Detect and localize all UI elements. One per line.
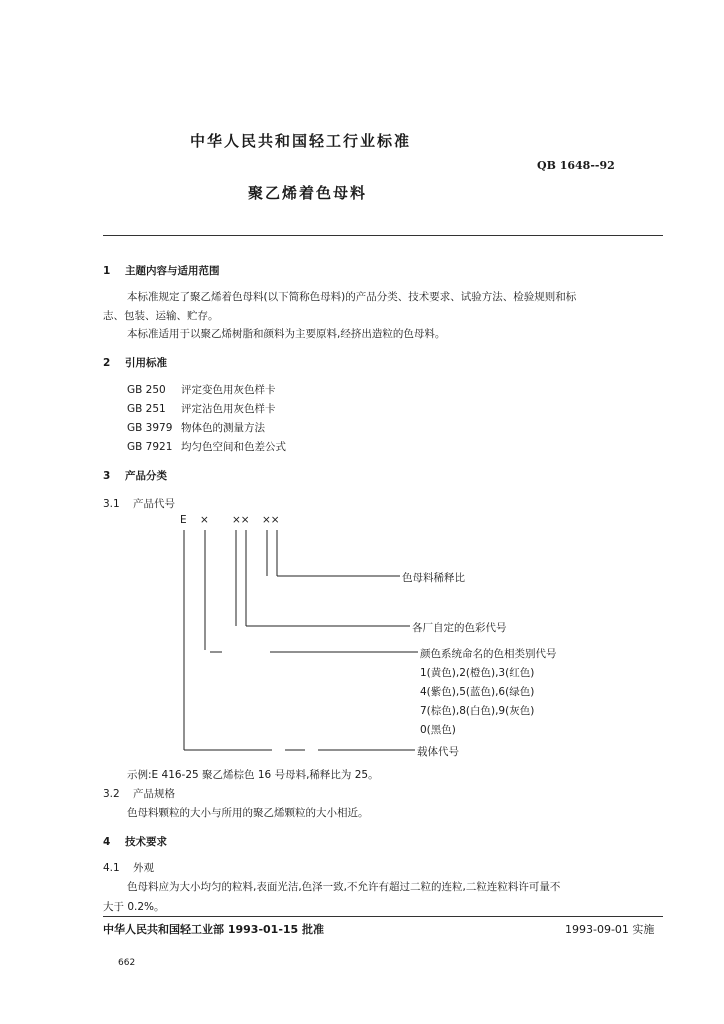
section-4-heading — [103, 834, 167, 849]
code-part-color: ×× — [232, 514, 250, 526]
subsection-4-1-line-2: 大于 0.2%。 — [103, 901, 165, 913]
section-4-number: 4 — [103, 836, 111, 848]
reference-title: 物体色的测量方法 — [181, 422, 265, 434]
issuing-organization: 中华人民共和国轻工行业标准 — [190, 132, 412, 150]
reference-item — [127, 439, 286, 454]
reference-title: 评定变色用灰色样卡 — [181, 384, 276, 396]
section-1-number: 1 — [103, 265, 111, 277]
implementation-date: 1993-09-01 实施 — [565, 923, 655, 936]
standard-code-text: QB 1648--92 — [537, 159, 615, 172]
subsection-3-1-heading — [103, 496, 175, 511]
section-1-title: 主题内容与适用范围 — [125, 265, 220, 277]
code-part-dilution: ×× — [262, 514, 280, 526]
subsection-4-1-number: 4.1 — [103, 862, 120, 874]
reference-code: GB 250 — [127, 384, 166, 396]
reference-code: GB 7921 — [127, 441, 173, 453]
reference-title: 评定沾色用灰色样卡 — [181, 403, 276, 415]
label-dilution-ratio: 色母料稀释比 — [402, 572, 465, 584]
reference-code: GB 3979 — [127, 422, 173, 434]
subsection-3-1-number: 3.1 — [103, 498, 120, 510]
document-title: 聚乙烯着色母料 — [248, 184, 368, 202]
hue-line: 7(棕色),8(白色),9(灰色) — [420, 705, 535, 717]
product-code-example: 示例:E 416-25 聚乙烯棕色 16 号母料,稀释比为 25。 — [127, 769, 379, 781]
subsection-3-2-heading — [103, 786, 175, 801]
section-2-number: 2 — [103, 357, 111, 369]
page-number: 662 — [118, 958, 136, 968]
subsection-4-1-heading — [103, 860, 154, 875]
standard-code — [537, 159, 615, 172]
section-1-paragraph-1-line-1: 本标准规定了聚乙烯着色母料(以下简称色母料)的产品分类、技术要求、试验方法、检验规则和标 — [127, 291, 577, 303]
label-color-code: 各厂自定的色彩代号 — [412, 622, 507, 634]
reference-item — [127, 420, 265, 435]
section-3-heading — [103, 468, 167, 483]
subsection-3-2-text: 色母料颗粒的大小与所用的聚乙烯颗粒的大小相近。 — [127, 807, 369, 819]
section-2-title: 引用标准 — [125, 357, 167, 369]
section-1-paragraph-1-line-2: 志、包装、运输、贮存。 — [103, 310, 219, 322]
subsection-3-2-number: 3.2 — [103, 788, 120, 800]
hue-line: 0(黑色) — [420, 724, 456, 736]
section-1-heading — [103, 263, 220, 278]
section-3-number: 3 — [103, 470, 111, 482]
reference-item — [127, 382, 276, 397]
hue-line: 1(黄色),2(橙色),3(红色) — [420, 667, 535, 679]
label-hue-category: 颜色系统命名的色相类别代号 — [420, 648, 557, 660]
code-part-e: E — [180, 514, 187, 526]
subsection-3-2-title: 产品规格 — [133, 788, 175, 800]
reference-item — [127, 401, 276, 416]
subsection-4-1-line-1: 色母料应为大小均匀的粒料,表面光洁,色泽一致,不允许有超过二粒的连粒,二粒连粒料许可量不 — [127, 881, 561, 893]
section-3-title: 产品分类 — [125, 470, 167, 482]
subsection-4-1-title: 外观 — [133, 862, 154, 874]
section-2-heading — [103, 355, 167, 370]
section-1-paragraph-2: 本标准适用于以聚乙烯树脂和颜料为主要原料,经挤出造粒的色母料。 — [127, 328, 446, 340]
reference-code: GB 251 — [127, 403, 166, 415]
section-4-title: 技术要求 — [125, 836, 167, 848]
subsection-3-1-title: 产品代号 — [133, 498, 175, 510]
approval-line: 中华人民共和国轻工业部 1993-01-15 批准 — [103, 923, 325, 936]
code-part-hue: × — [200, 514, 209, 526]
hue-line: 4(紫色),5(蓝色),6(绿色) — [420, 686, 535, 698]
label-carrier-code: 载体代号 — [417, 746, 459, 758]
footer-rule — [103, 916, 663, 917]
header-rule — [103, 235, 663, 236]
reference-title: 均匀色空间和色差公式 — [181, 441, 286, 453]
